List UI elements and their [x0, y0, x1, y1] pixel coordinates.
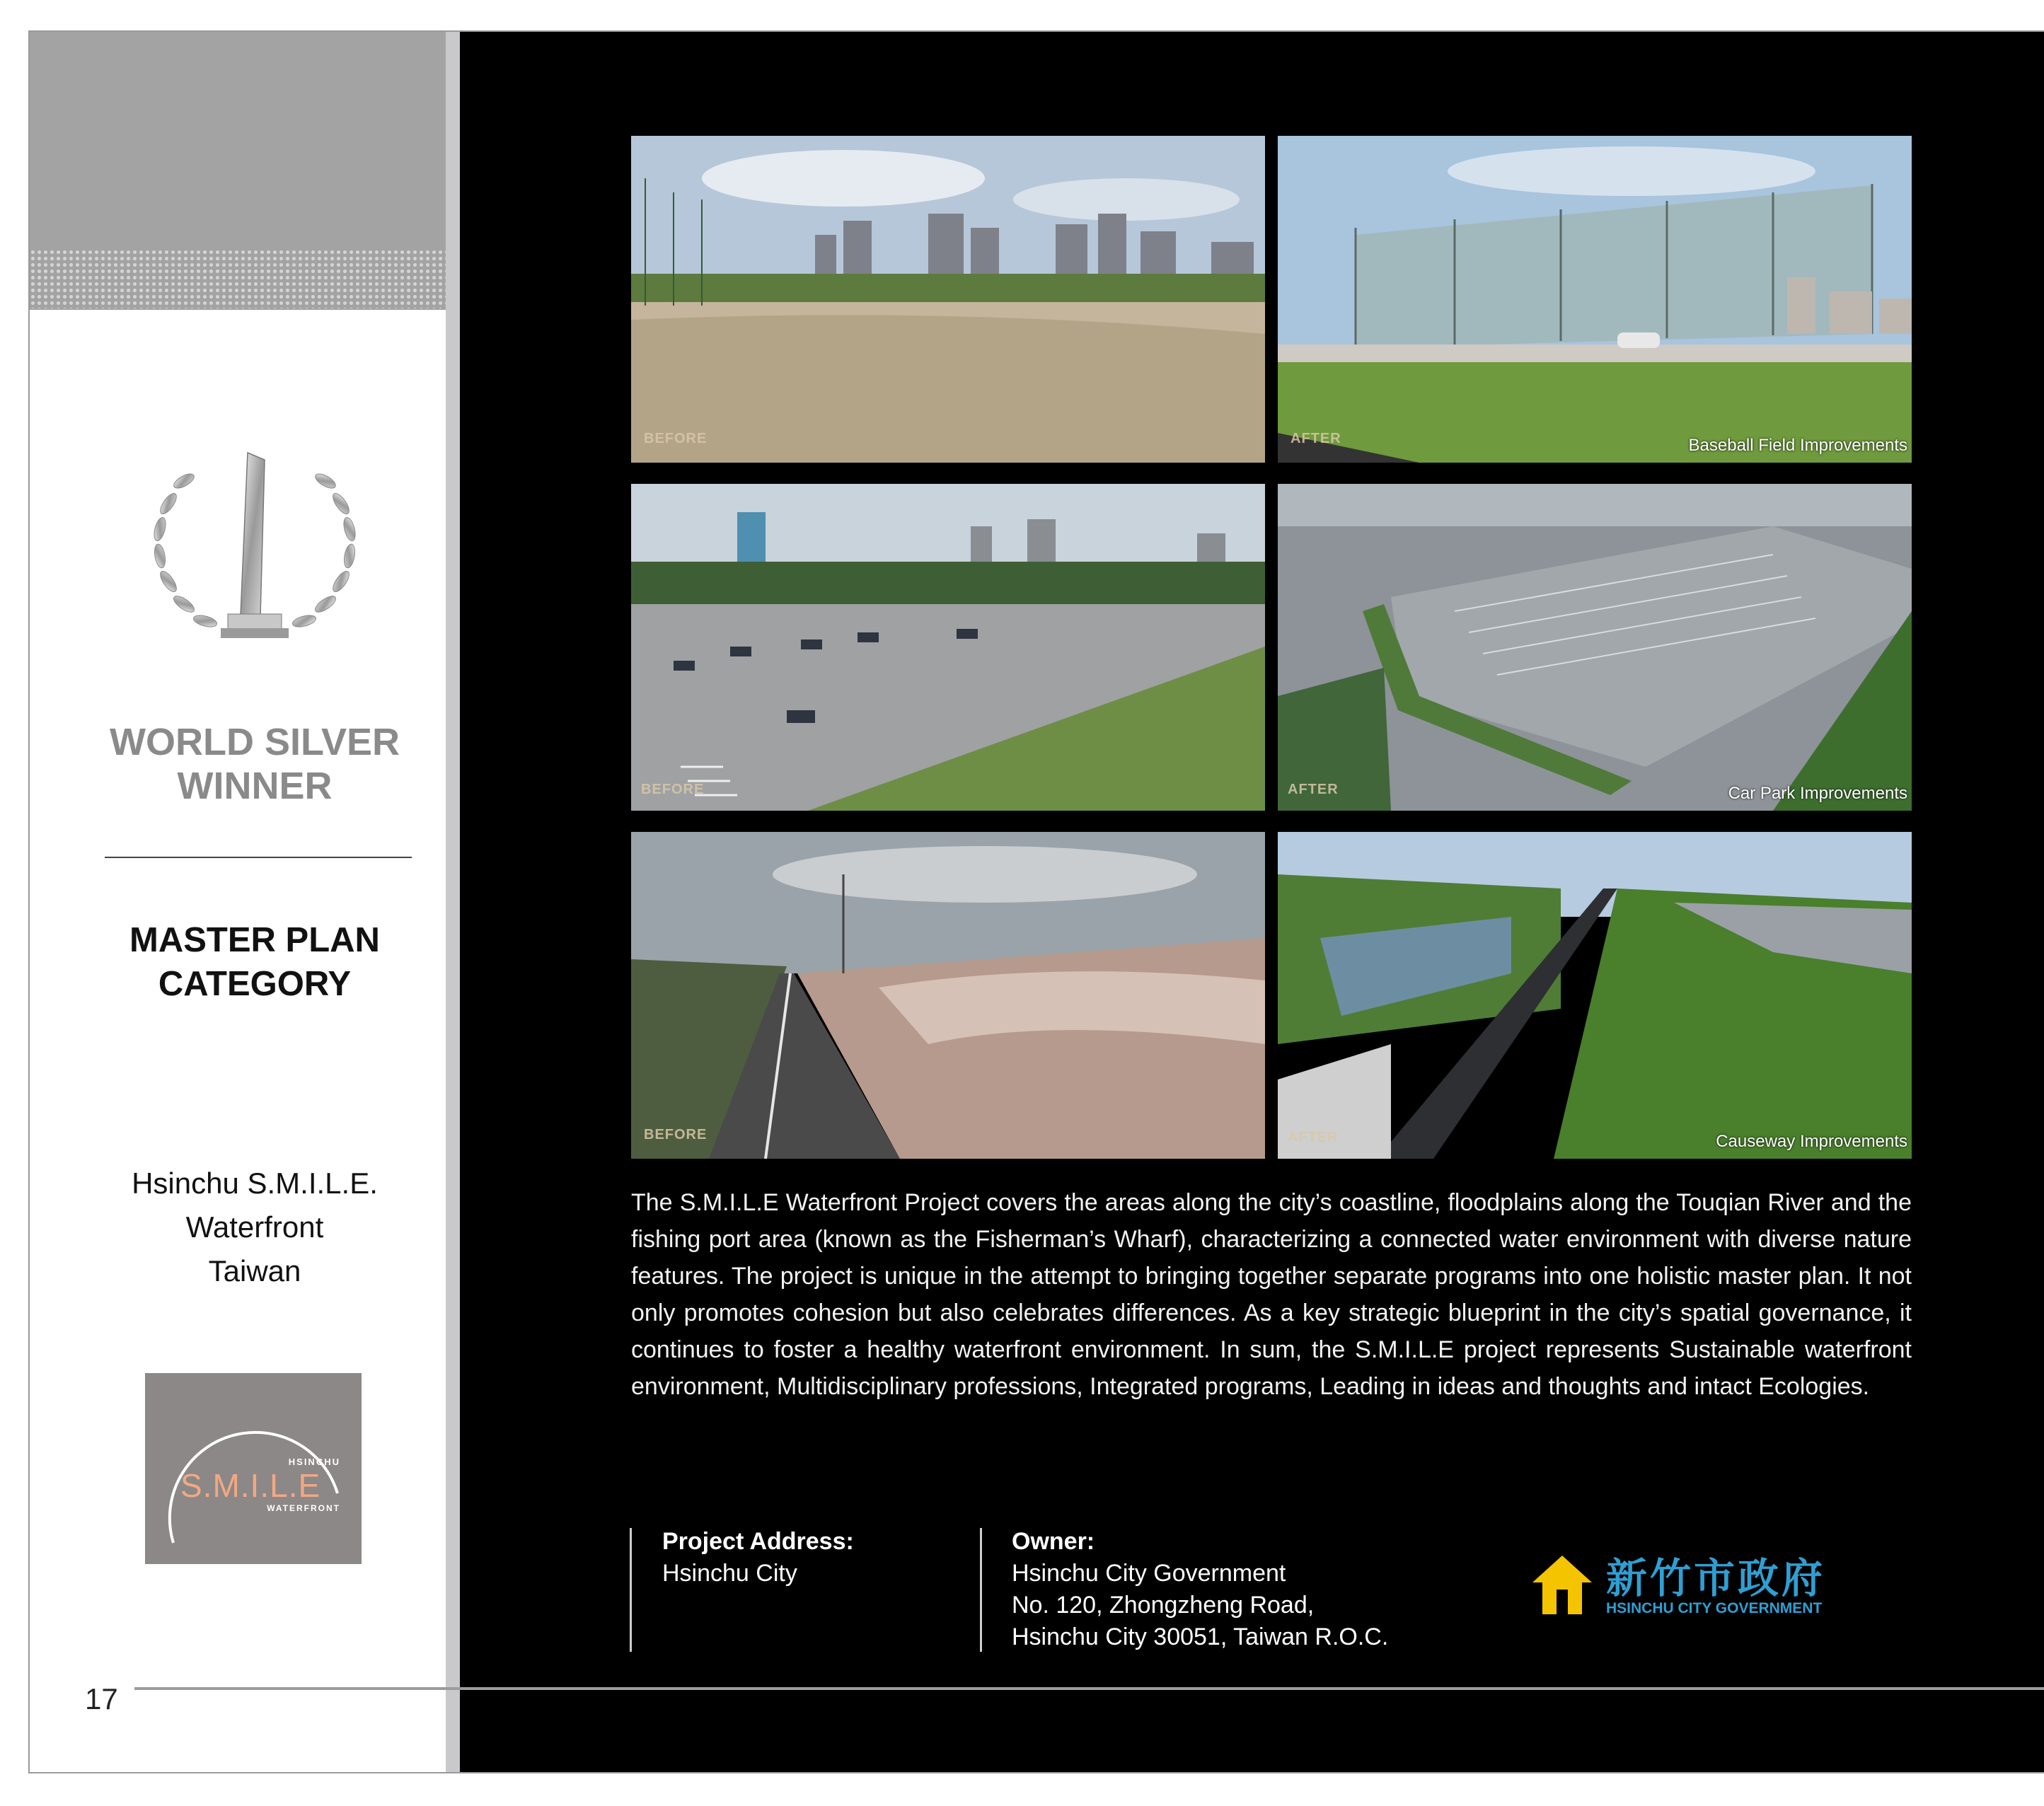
- photo-tag: BEFORE: [641, 782, 705, 797]
- sidebar-divider: [446, 32, 460, 1772]
- hsinchu-city-government-logo: [1527, 1544, 1845, 1621]
- project-address-label: Project Address:: [662, 1528, 854, 1555]
- logo-bottom-word: WATERFRONT: [267, 1503, 340, 1513]
- smile-waterfront-logo: [145, 1373, 362, 1564]
- photo-tag: AFTER: [1288, 1130, 1339, 1145]
- owner-line-2: No. 120, Zhongzheng Road,: [1012, 1592, 1315, 1619]
- house-icon: [1527, 1547, 1598, 1618]
- project-name-line-3: Taiwan: [208, 1254, 301, 1287]
- photo-caption: Causeway Improvements: [1716, 1132, 1907, 1151]
- category-line-1: MASTER PLAN: [129, 921, 380, 959]
- page-number: 17: [85, 1682, 118, 1715]
- sidebar-rule: [105, 857, 412, 858]
- photo-caption: Car Park Improvements: [1728, 784, 1907, 803]
- panel-footer-rule: [460, 1687, 2044, 1690]
- owner-line-3: Hsinchu City 30051, Taiwan R.O.C.: [1012, 1623, 1389, 1650]
- logo-chinese-name: 新竹市政府: [1606, 1554, 1826, 1602]
- project-address-value: Hsinchu City: [662, 1560, 797, 1587]
- award-title-line-2: WINNER: [177, 765, 333, 807]
- photo-carpark-after: [1278, 484, 1912, 811]
- project-name-line-1: Hsinchu S.M.I.L.E.: [132, 1167, 378, 1200]
- photo-causeway-before: [631, 832, 1265, 1159]
- logo-english-name: HSINCHU CITY GOVERNMENT: [1606, 1600, 1823, 1616]
- project-name: [64, 1162, 446, 1293]
- info-divider: [980, 1528, 982, 1652]
- photo-baseball-before: [631, 136, 1265, 463]
- category-line-2: CATEGORY: [158, 965, 352, 1003]
- silver-trophy-icon: [134, 439, 375, 665]
- owner-label: Owner:: [1012, 1528, 1095, 1555]
- dot-pattern: [30, 249, 446, 308]
- logo-top-word: HSINCHU: [288, 1457, 340, 1467]
- award-title: [64, 720, 446, 808]
- category-title: [64, 918, 446, 1006]
- photo-tag: AFTER: [1288, 782, 1339, 797]
- owner-line-1: Hsinchu City Government: [1012, 1560, 1286, 1587]
- photo-causeway-after: [1278, 832, 1912, 1159]
- photo-carpark-before: [631, 484, 1265, 811]
- logo-main-word: S.M.I.L.E: [180, 1467, 321, 1504]
- photo-baseball-after: [1278, 136, 1912, 463]
- info-divider: [630, 1528, 632, 1652]
- project-name-line-2: Waterfront: [185, 1210, 324, 1244]
- owner-block: [1012, 1526, 1388, 1653]
- project-address-block: [662, 1526, 854, 1590]
- project-description: The S.M.I.L.E Waterfront Project covers the areas along the city’s coastline, floodplains along the Touqian River and the fishing port area (known as the Fisherman’s Wharf), characterizing a connected water environment with diverse nature features. The project is unique in the attempt to bringing together separate programs into one holistic master plan. It not only promotes cohesion but also celebrates differences. As a key strategic blueprint in the city’s spatial governance, it continues to foster a healthy waterfront environment. In sum, the S.M.I.L.E project represents Sustainable waterfront environment, Multidisciplinary professions, Integrated programs, Leading in ideas and thoughts and intact Ecologies.: [631, 1189, 1912, 1400]
- photo-tag: BEFORE: [644, 431, 708, 446]
- award-title-line-1: WORLD SILVER: [110, 721, 400, 763]
- photo-caption: Baseball Field Improvements: [1688, 436, 1907, 455]
- photo-tag: BEFORE: [644, 1127, 708, 1142]
- photo-tag: AFTER: [1291, 431, 1341, 446]
